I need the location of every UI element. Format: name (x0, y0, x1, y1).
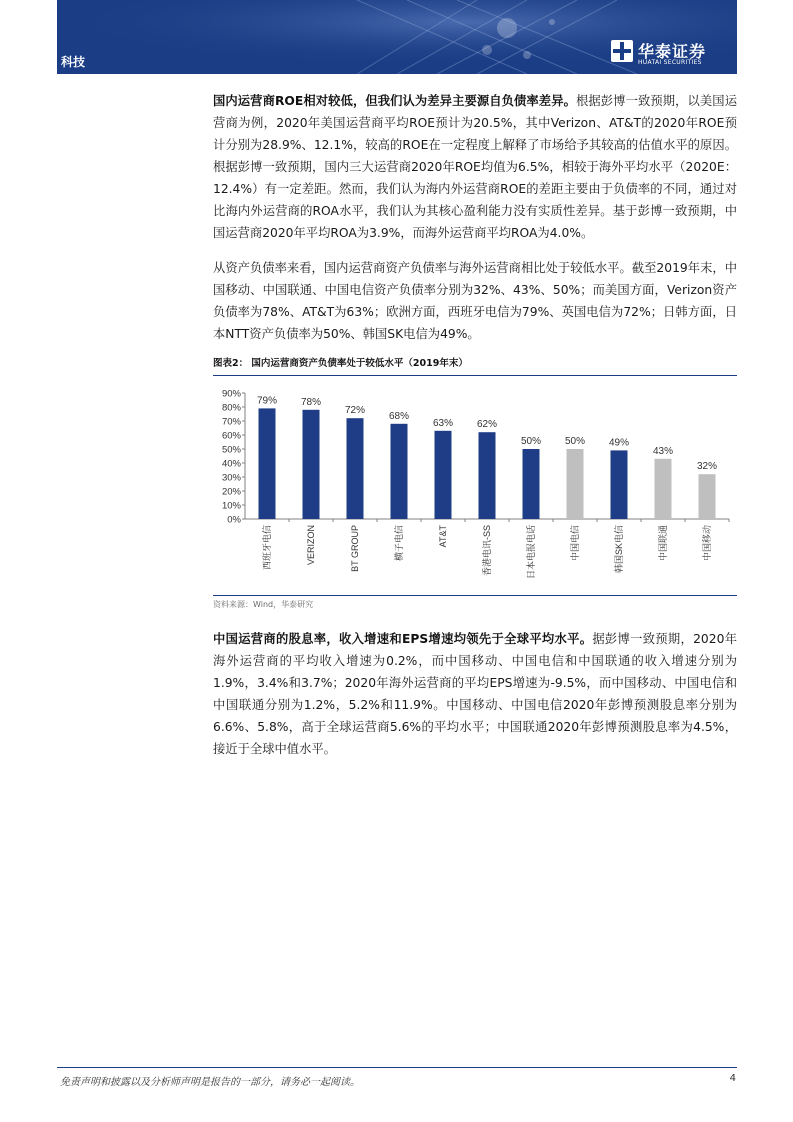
bar (391, 424, 408, 519)
paragraph-roe (213, 90, 737, 244)
y-tick-label: 60% (221, 430, 241, 442)
x-category-label: 西班牙电信 (262, 525, 272, 571)
bar-value-label: 50% (564, 436, 586, 447)
y-tick-label: 80% (221, 402, 241, 414)
x-category-label: 中国移动 (702, 525, 712, 562)
paragraph-roe-lead: 国内运营商ROE相对较低，但我们认为差异主要源自负债率差异。 (213, 94, 576, 108)
figure-bottom-rule (213, 595, 737, 596)
x-category-label: VERIZON (306, 525, 316, 566)
y-tick-label: 30% (221, 472, 241, 484)
bar-value-label: 79% (256, 395, 278, 407)
y-tick-label: 40% (221, 458, 241, 470)
bar-value-label: 72% (344, 405, 366, 417)
paragraph-dividend-body: 据彭博一致预期，2020年海外运营商的平均收入增速为0.2%，而中国移动、中国电信和中国联通的收入增速分别为1.9%，3.4%和3.7%；2020年海外运营商的平均EPS增速为-9.5%，而中国移动、中国电信和中国联通分别为1.2%，5.2%和11.9%。中国移动、中国电信2020年彭博预测股息率分别为6.6%、5.8%，高于全球运营商5.6%的平均水平；中国联通2020年彭博预测股息率为4.5%，接近于全球中值水平。 (213, 632, 737, 756)
bar (347, 418, 364, 519)
bar (435, 431, 452, 519)
x-category-label: 香港电讯-SS (482, 525, 492, 577)
paragraph-debt-ratio (213, 257, 737, 345)
paragraph-debt-ratio-body: 从资产负债率来看，国内运营商资产负债率与海外运营商相比处于较低水平。截至2019年末，中国移动、中国联通、中国电信资产负债率分别为32%、43%、50%；而美国方面，Verizon资产负债率为78%、AT&T为63%；欧洲方面，西班牙电信为79%、英国电信为72%；日韩方面，日本NTT资产负债率为50%、韩国SK电信为49%。 (213, 261, 737, 341)
y-tick-label: 10% (221, 500, 241, 512)
paragraph-dividend-lead: 中国运营商的股息率，收入增速和EPS增速均领先于全球平均水平。 (213, 632, 593, 646)
bar-value-label: 43% (652, 445, 674, 457)
figure-title: 图表2： 国内运营商资产负债率处于较低水平（2019年末） (213, 358, 468, 369)
bar-value-label: 32% (696, 461, 718, 473)
section-label: 科技 (61, 55, 86, 69)
y-tick-label: 50% (221, 444, 241, 456)
bar (523, 449, 540, 519)
x-category-label: 中国电信 (570, 525, 580, 562)
debt-ratio-bar-chart (213, 380, 737, 592)
brand-mark-icon (611, 40, 633, 62)
footer-rule (57, 1067, 737, 1068)
bar (259, 408, 276, 519)
paragraph-dividend (213, 628, 737, 760)
bar-value-label: 63% (432, 417, 454, 429)
x-category-label: AT&T (438, 525, 448, 548)
x-category-label: 中国联通 (658, 525, 668, 562)
brand-name-cn: 华泰证券 (638, 42, 707, 61)
y-tick-label: 0% (227, 514, 241, 526)
page-header (57, 0, 737, 74)
x-category-label: 日本电报电话 (526, 525, 536, 580)
bar (479, 432, 496, 519)
paragraph-roe-body: 根据彭博一致预期，以美国运营商为例，2020年美国运营商平均ROE预计为20.5%，其中Verizon、AT&T的2020年ROE预计分别为28.9%、12.1%，较高的ROE在一定程度上解释了市场给予其较高的估值水平的原因。根据彭博一致预期，国内三大运营商2020年ROE均值为6.5%，相较于海外平均水平（2020E：12.4%）有一定差距。然而，我们认为海内外运营商ROE的差距主要由于负债率的不同，通过对比海内外运营商的ROA水平，我们认为其核心盈利能力没有实质性差异。基于彭博一致预期，中国运营商2020年平均ROA为3.9%，而海外运营商平均ROA为4.0%。 (213, 94, 737, 240)
footer-disclaimer: 免责声明和披露以及分析师声明是报告的一部分，请务必一起阅读。 (60, 1077, 360, 1088)
bar-value-label: 49% (608, 437, 630, 449)
x-category-label: 横子电信 (394, 525, 404, 562)
bar (699, 474, 716, 519)
bar-value-label: 50% (520, 436, 542, 447)
bar-value-label: 78% (300, 396, 322, 408)
brand-name-en: HUATAI SECURITIES (638, 59, 702, 66)
bar (303, 410, 320, 519)
bar (611, 450, 628, 519)
figure-source: 资料来源：Wind，华泰研究 (213, 600, 314, 609)
bar (655, 459, 672, 519)
y-tick-label: 20% (221, 486, 241, 498)
x-category-label: BT GROUP (350, 525, 360, 572)
y-tick-label: 90% (221, 388, 241, 400)
bar-value-label: 68% (388, 410, 410, 422)
bar (567, 449, 584, 519)
brand-logo (611, 38, 727, 68)
y-tick-label: 70% (221, 416, 241, 428)
page-number: 4 (729, 1073, 736, 1084)
figure-top-rule (213, 375, 737, 376)
x-category-label: 韩国SK电信 (614, 525, 624, 574)
bar-value-label: 62% (476, 419, 498, 431)
